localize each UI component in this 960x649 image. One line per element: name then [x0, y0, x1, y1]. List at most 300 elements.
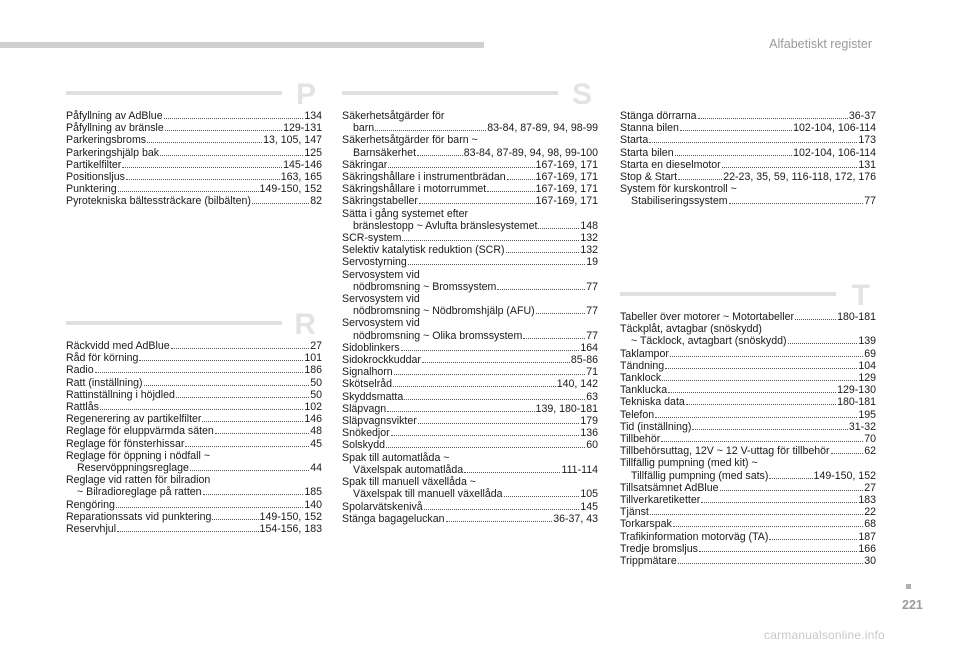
index-entry-pages: 36-37, 43 [553, 512, 598, 525]
index-entry [620, 433, 876, 445]
index-entry-label: Servosystem vid [342, 317, 420, 330]
index-entry [342, 439, 598, 451]
index-entry [342, 476, 598, 488]
index-entry [342, 452, 598, 464]
index-entry [342, 293, 598, 305]
index-section-r [66, 308, 322, 536]
index-entry-label: Rattinställning i höjdled [66, 388, 175, 401]
index-entry-pages: 132 [580, 232, 598, 245]
index-entry-pages: 85-86 [570, 354, 598, 367]
index-entry-label: Selektiv katalytisk reduktion (SCR) [342, 244, 505, 257]
index-entry-label: Servosystem vid [342, 268, 420, 281]
index-entry-pages: 145-146 [283, 158, 322, 171]
index-entry-pages: 132 [580, 244, 598, 257]
dot-leader [701, 501, 857, 503]
section-letter: P [295, 78, 316, 111]
dot-leader [139, 359, 303, 361]
index-entry [342, 391, 598, 403]
dot-leader [692, 428, 847, 430]
index-entry [342, 122, 598, 134]
index-entry-label: Reparationssats vid punktering [66, 510, 212, 523]
index-entry-pages: 101 [304, 352, 322, 365]
dot-leader [95, 371, 304, 373]
index-entry-pages: 139 [858, 335, 876, 348]
dot-leader [402, 239, 579, 241]
dot-leader [655, 416, 857, 418]
watermark-text: carmanualsonline.info [764, 628, 885, 642]
dot-leader [203, 493, 304, 495]
index-entry-pages: 186 [304, 364, 322, 377]
dot-leader [686, 403, 836, 405]
index-entry-label: Reglage vid ratten för bilradion [66, 474, 211, 487]
index-entry-pages: 22-23, 35, 59, 116-118, 172, 176 [723, 171, 876, 184]
index-entry [620, 171, 876, 183]
index-entry-pages: 163, 165 [280, 171, 322, 184]
index-entry-label: Sätta i gång systemet efter [342, 207, 469, 220]
dot-leader [215, 432, 309, 434]
dot-leader [176, 396, 309, 398]
dot-leader [252, 202, 309, 204]
index-entry [66, 377, 322, 389]
dot-leader [769, 538, 857, 540]
index-entry [342, 488, 598, 500]
index-entry [620, 396, 876, 408]
index-entry-pages: 145 [580, 500, 598, 513]
index-entry-label: Tillfällig pumpning (med sats) [631, 469, 769, 482]
index-entry-pages: 180-181 [837, 311, 876, 323]
dot-leader [401, 349, 580, 351]
dot-leader [386, 446, 585, 448]
dot-leader [100, 408, 303, 410]
index-entry [66, 389, 322, 401]
index-entry-label: Tillbehör [620, 433, 661, 446]
dot-leader [788, 342, 858, 344]
index-entry [66, 450, 322, 462]
dot-leader [729, 202, 864, 204]
index-entry [620, 518, 876, 530]
index-entry-label: Partikelfilter [66, 158, 122, 171]
index-entry [66, 462, 322, 474]
index-entries [66, 340, 322, 535]
index-entry [342, 183, 598, 195]
index-entry-label: Reservöppningsreglage [77, 462, 189, 475]
dot-leader [670, 355, 863, 357]
index-entry-label: Radio [66, 364, 94, 377]
dot-leader [147, 141, 262, 143]
index-entry-pages: 104 [858, 359, 876, 372]
page-header-title: Alfabetiskt register [769, 37, 872, 51]
index-entry-label: Positionsljus [66, 171, 125, 184]
index-entry [66, 474, 322, 486]
index-entry [66, 401, 322, 413]
index-entry [342, 464, 598, 476]
dot-leader [680, 129, 792, 131]
dot-leader [118, 190, 259, 192]
index-entry [620, 134, 876, 146]
dot-leader [446, 520, 553, 522]
index-entry-pages: 102 [304, 401, 322, 414]
dot-leader [536, 312, 586, 314]
dot-leader [506, 251, 580, 253]
index-entry [620, 457, 876, 469]
index-entry-label: Tanklock [620, 372, 662, 385]
index-entry [342, 256, 598, 268]
dot-leader [662, 379, 857, 381]
section-letter: T [851, 279, 870, 312]
index-entry-pages: 83-84, 87-89, 94, 98, 99-100 [463, 146, 598, 159]
index-entry-label: Servosystem vid [342, 293, 420, 306]
index-entry [66, 486, 322, 498]
index-entry [342, 378, 598, 390]
index-entry [342, 354, 598, 366]
index-entry-label: Räckvidd med AdBlue [66, 340, 170, 352]
index-entry [342, 244, 598, 256]
index-entry-label: Tid (inställning) [620, 420, 692, 433]
index-entry-label: Sidoblinkers [342, 341, 400, 354]
dot-leader [391, 434, 580, 436]
dot-leader [408, 263, 585, 265]
index-entry [66, 134, 322, 146]
index-entry-label: System för kurskontroll ~ [620, 183, 737, 196]
index-entry-label: nödbromsning ~ Bromssystem [353, 280, 497, 293]
dot-leader [190, 469, 309, 471]
index-entry-label: Spolarvätskenivå [342, 500, 423, 513]
index-entry-label: Säkringshållare i instrumentbrädan [342, 171, 506, 184]
index-entry-pages: 140, 142 [556, 378, 598, 391]
index-entry-label: ~ Täcklock, avtagbart (snöskydd) [631, 335, 787, 348]
index-entry-pages: 44 [310, 462, 322, 475]
index-entry-label: SCR-system [342, 232, 402, 245]
dot-leader [117, 530, 259, 532]
index-entry [620, 421, 876, 433]
dot-leader [122, 166, 282, 168]
index-entry-pages: 154-156, 183 [259, 523, 322, 536]
index-entry [66, 171, 322, 183]
dot-leader [165, 129, 282, 131]
dot-leader [464, 471, 560, 473]
dot-leader [393, 385, 556, 387]
index-entry-pages: 77 [586, 280, 598, 293]
section-header [620, 279, 876, 312]
dot-leader [650, 513, 863, 515]
dot-leader [418, 422, 580, 424]
index-entry-label: Reglage för fönsterhissar [66, 437, 185, 450]
index-entry-label: Stabiliseringssystem [631, 195, 728, 208]
section-header [66, 308, 322, 341]
index-entry-label: Påfyllning av bränsle [66, 122, 164, 135]
index-entry-pages: 83-84, 87-89, 94, 98-99 [487, 122, 598, 135]
index-entry [620, 110, 876, 122]
dot-leader [164, 117, 304, 119]
index-entry-label: Spak till automatlåda ~ [342, 451, 450, 464]
index-entry-pages: 77 [864, 195, 876, 208]
dot-leader [668, 391, 836, 393]
index-entry [66, 511, 322, 523]
index-entry-label: Torkarspak [620, 518, 672, 531]
index-entry-label: Tillfällig pumpning (med kit) ~ [620, 457, 758, 470]
index-entry [66, 364, 322, 376]
index-entry-pages: 13, 105, 147 [263, 134, 322, 147]
index-entry-label: Punktering [66, 183, 117, 196]
index-entry-label: Servostyrning [342, 256, 407, 269]
index-entry-label: Starta bilen [620, 146, 674, 159]
index-entry-label: Reglage för eluppvärmda säten [66, 425, 214, 438]
index-entry-label: Säkerhetsåtgärder för [342, 110, 445, 122]
index-entry [620, 360, 876, 372]
index-entry [66, 413, 322, 425]
index-entry [66, 159, 322, 171]
dot-leader [769, 477, 812, 479]
index-entry-pages: 167-169, 171 [535, 171, 598, 184]
index-entry-pages: 22 [864, 506, 876, 519]
index-entry-label: Säkringar [342, 158, 388, 171]
index-entry-label: Barnsäkerhet [353, 146, 417, 159]
index-entry [620, 506, 876, 518]
dot-leader [417, 154, 463, 156]
index-entry [66, 523, 322, 535]
index-entry-pages: 27 [864, 481, 876, 494]
index-entry-label: Tjänst [620, 506, 649, 519]
index-entry-pages: 140 [304, 498, 322, 511]
index-entry [620, 543, 876, 555]
index-entry-pages: 111-114 [561, 463, 598, 476]
dot-leader [720, 489, 864, 491]
dot-leader [661, 440, 863, 442]
dot-leader [388, 166, 534, 168]
dot-leader [507, 178, 535, 180]
index-entry [342, 415, 598, 427]
index-entry-label: Råd för körning [66, 352, 139, 365]
section-letter: R [294, 308, 316, 341]
dot-leader [538, 227, 579, 229]
index-entry [342, 513, 598, 525]
dot-leader [144, 384, 310, 386]
index-entry [620, 348, 876, 360]
dot-leader [126, 178, 280, 180]
index-entry [342, 171, 598, 183]
index-entry-label: Säkringshållare i motorrummet [342, 183, 487, 196]
index-entry-pages: 129 [858, 372, 876, 385]
index-entry [620, 159, 876, 171]
section-divider [66, 321, 282, 325]
index-entry-pages: 63 [586, 390, 598, 403]
dot-leader [675, 154, 793, 156]
dot-leader [387, 410, 534, 412]
dot-leader [504, 495, 580, 497]
index-entry-pages: 167-169, 171 [535, 195, 598, 208]
index-entry [342, 342, 598, 354]
index-entry-label: Trafikinformation motorväg (TA) [620, 530, 769, 543]
index-entry [342, 330, 598, 342]
index-entry [66, 340, 322, 352]
index-entry-label: Växelspak till manuell växellåda [353, 488, 503, 501]
index-entry-pages: 62 [864, 445, 876, 458]
index-entry-label: Stop & Start [620, 171, 678, 184]
index-entry [342, 427, 598, 439]
index-entries [66, 110, 322, 208]
dot-leader [185, 445, 309, 447]
dot-leader [171, 347, 310, 349]
index-entry-pages: 164 [580, 341, 598, 354]
index-entry-label: Tändning [620, 359, 665, 372]
page-marker-square [906, 584, 911, 589]
index-entry [620, 372, 876, 384]
index-entry [620, 122, 876, 134]
index-entries [342, 110, 598, 525]
index-entry-label: Rattlås [66, 401, 99, 414]
index-entry [620, 445, 876, 457]
index-entry-label: Regenerering av partikelfilter [66, 413, 202, 426]
index-entry-label: Reservhjul [66, 523, 117, 536]
index-entry-pages: 105 [580, 488, 598, 501]
index-entry-label: Säkringstabeller [342, 195, 418, 208]
index-entry [620, 531, 876, 543]
section-divider [620, 292, 836, 296]
index-section-p [66, 78, 322, 208]
index-entry-pages: 69 [864, 347, 876, 360]
index-entry [342, 281, 598, 293]
index-entry-pages: 60 [586, 439, 598, 452]
index-entry-label: ~ Bilradioreglage på ratten [77, 486, 202, 499]
index-entry-pages: 30 [864, 555, 876, 568]
index-entry [342, 501, 598, 513]
dot-leader [404, 398, 585, 400]
index-entry-pages: 129-131 [283, 122, 322, 135]
index-entry-label: Tillsatsämnet AdBlue [620, 481, 719, 494]
section-header [66, 78, 322, 111]
index-entry-pages: 70 [864, 433, 876, 446]
index-entry-label: Starta [620, 134, 649, 147]
index-entry-pages: 185 [304, 486, 322, 499]
index-entry [66, 183, 322, 195]
index-entry-pages: 148 [580, 219, 598, 232]
index-section-s-continued [620, 110, 876, 208]
index-entry-label: Släpvagn [342, 402, 387, 415]
index-entry-label: Sidokrockkuddar [342, 354, 421, 367]
header-bar [0, 42, 484, 48]
index-entry-pages: 36-37 [848, 110, 876, 122]
index-entry-pages: 102-104, 106-114 [793, 122, 876, 135]
index-entry-pages: 183 [858, 494, 876, 507]
index-entry [620, 482, 876, 494]
index-entry-label: Snökedjor [342, 427, 390, 440]
index-entry [342, 317, 598, 329]
index-entry-label: Tillverkaretiketter [620, 494, 701, 507]
index-entry-label: Telefon [620, 408, 655, 421]
index-entry-label: nödbromsning ~ Nödbromshjälp (AFU) [353, 305, 535, 318]
index-entry-pages: 173 [858, 134, 876, 147]
index-entry-label: Stanna bilen [620, 122, 679, 135]
dot-leader [678, 562, 863, 564]
index-entry [66, 352, 322, 364]
index-entries [620, 110, 876, 208]
index-entry-label: Tekniska data [620, 396, 685, 409]
index-entry [342, 147, 598, 159]
index-entry-label: Tabeller över motorer ~ Motortabeller [620, 311, 794, 323]
index-entry [66, 195, 322, 207]
index-entry-label: Taklampor [620, 347, 669, 360]
index-entry-pages: 149-150, 152 [813, 469, 876, 482]
dot-leader [722, 166, 858, 168]
index-entry-label: Tillbehörsuttag, 12V ~ 12 V-uttag för tillbehör [620, 445, 830, 458]
index-entry [620, 323, 876, 335]
index-entry-pages: 129-130 [837, 384, 876, 397]
dot-leader [202, 420, 303, 422]
dot-leader [116, 506, 303, 508]
index-entry-label: Stänga bagageluckan [342, 512, 445, 525]
index-entry-label: Reglage för öppning i nödfall ~ [66, 449, 211, 462]
dot-leader [649, 141, 857, 143]
index-entry [342, 269, 598, 281]
index-entry [620, 384, 876, 396]
index-entry-pages: 136 [580, 427, 598, 440]
index-entry-label: Rengöring [66, 498, 115, 511]
index-entry [66, 110, 322, 122]
index-entry-pages: 146 [304, 413, 322, 426]
index-entry [66, 499, 322, 511]
index-entry-label: Skötselråd [342, 378, 393, 391]
index-entry-label: Spak till manuell växellåda ~ [342, 476, 476, 489]
index-entry [620, 494, 876, 506]
index-entry-pages: 48 [310, 425, 322, 438]
index-entry [620, 470, 876, 482]
index-entry [342, 403, 598, 415]
index-entry-pages: 195 [858, 408, 876, 421]
dot-leader [394, 373, 586, 375]
section-letter: S [571, 78, 592, 111]
dot-leader [673, 525, 863, 527]
index-entry [620, 311, 876, 323]
index-entry-label: Släpvagnsvikter [342, 415, 417, 428]
index-entry-label: Ratt (inställning) [66, 376, 143, 389]
index-entry-pages: 187 [858, 530, 876, 543]
index-entry-pages: 71 [586, 366, 598, 379]
index-entry-pages: 180-181 [837, 396, 876, 409]
index-entry [342, 232, 598, 244]
index-entry [342, 159, 598, 171]
page-number: 221 [902, 598, 923, 612]
dot-leader [497, 288, 585, 290]
index-entry-label: Påfyllning av AdBlue [66, 110, 163, 122]
dot-leader [665, 367, 857, 369]
dot-leader [831, 452, 864, 454]
section-header [342, 78, 598, 111]
index-entry-pages: 134 [304, 110, 322, 122]
index-entry-label: Täckplåt, avtagbar (snöskydd) [620, 323, 762, 336]
index-entry-label: Trippmätare [620, 555, 677, 568]
section-divider [66, 91, 282, 95]
index-entry [66, 438, 322, 450]
section-divider [342, 91, 558, 95]
index-entry-pages: 149-150, 152 [259, 183, 322, 196]
dot-leader [678, 178, 722, 180]
index-entry-pages: 131 [858, 158, 876, 171]
dot-leader [699, 550, 857, 552]
index-entries [620, 311, 876, 567]
dot-leader [422, 361, 570, 363]
index-entry-pages: 50 [310, 388, 322, 401]
dot-leader [487, 190, 534, 192]
index-entry-label: Skyddsmatta [342, 390, 404, 403]
dot-leader [523, 337, 585, 339]
index-entry-pages: 31-32 [848, 420, 876, 433]
index-entry-pages: 19 [586, 256, 598, 269]
index-entry [620, 195, 876, 207]
index-entry [342, 220, 598, 232]
index-entry-pages: 149-150, 152 [259, 510, 322, 523]
index-entry-pages: 139, 180-181 [535, 402, 598, 415]
index-entry-pages: 82 [310, 195, 322, 208]
